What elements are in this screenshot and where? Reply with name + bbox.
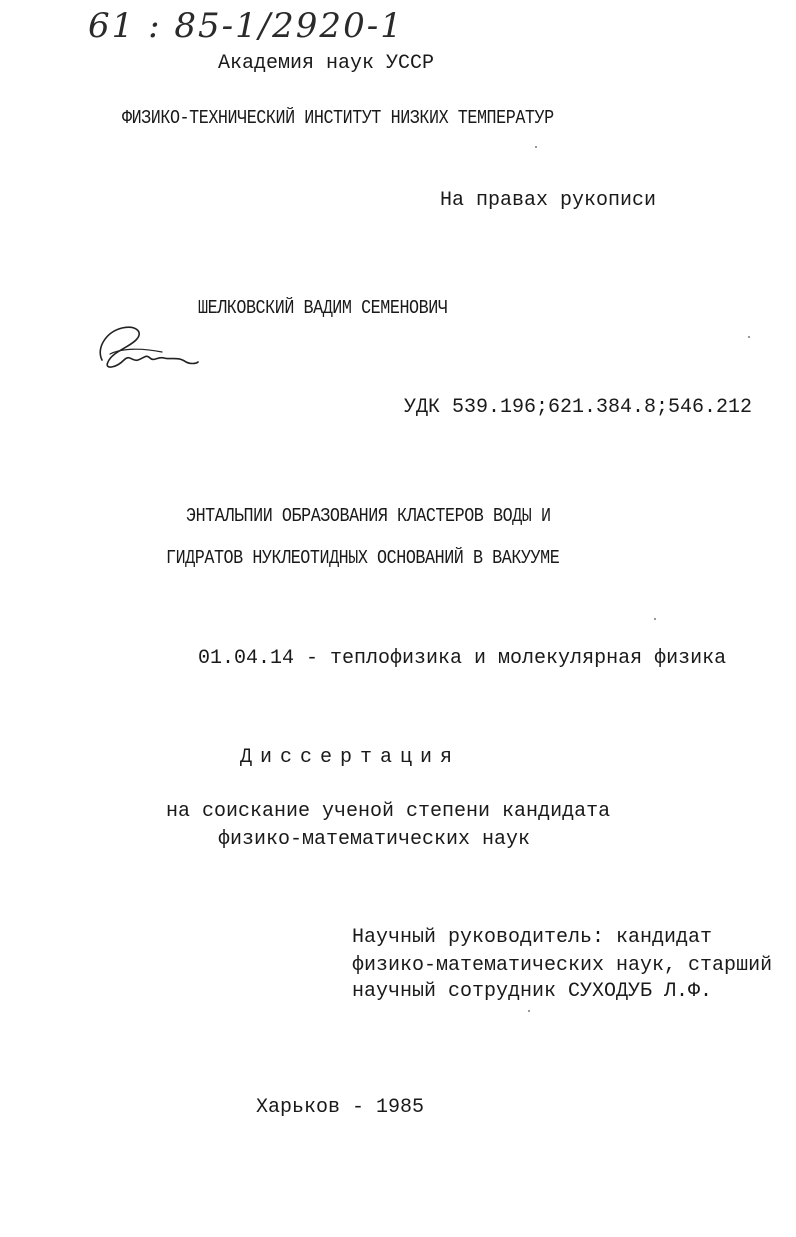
advisor-line-3: научный сотрудник СУХОДУБ Л.Ф. xyxy=(352,980,713,1003)
institute-name: ФИЗИКО-ТЕХНИЧЕСКИЙ ИНСТИТУТ НИЗКИХ ТЕМПЕРАТУР xyxy=(122,107,554,129)
city-year: Харьков - 1985 xyxy=(256,1096,425,1119)
udc-code: УДК 539.196;621.384.8;546.212 xyxy=(404,396,753,419)
degree-line-2: физико-математических наук xyxy=(218,828,531,851)
scan-speck xyxy=(528,1010,530,1012)
academy-name: Академия наук УССР xyxy=(218,52,435,75)
scan-speck xyxy=(654,618,656,620)
manuscript-rights: На правах рукописи xyxy=(440,189,657,212)
work-type: Диссертация xyxy=(240,746,461,769)
advisor-line-1: Научный руководитель: кандидат xyxy=(352,926,713,949)
author-name: ШЕЛКОВСКИЙ ВАДИМ СЕМЕНОВИЧ xyxy=(198,297,448,319)
archive-number-handwritten: 61 : 85-1/2920-1 xyxy=(88,6,404,46)
advisor-line-2: физико-математических наук, старший xyxy=(352,954,773,977)
title-line-2: ГИДРАТОВ НУКЛЕОТИДНЫХ ОСНОВАНИЙ В ВАКУУМЕ xyxy=(166,547,560,569)
degree-line-1: на соискание ученой степени кандидата xyxy=(166,800,611,823)
scan-speck xyxy=(535,146,537,148)
title-line-1: ЭНТАЛЬПИИ ОБРАЗОВАНИЯ КЛАСТЕРОВ ВОДЫ И xyxy=(186,505,551,527)
scan-speck xyxy=(748,336,750,338)
signature-image xyxy=(92,318,202,378)
specialty-code: 01.04.14 - теплофизика и молекулярная физика xyxy=(198,647,727,670)
